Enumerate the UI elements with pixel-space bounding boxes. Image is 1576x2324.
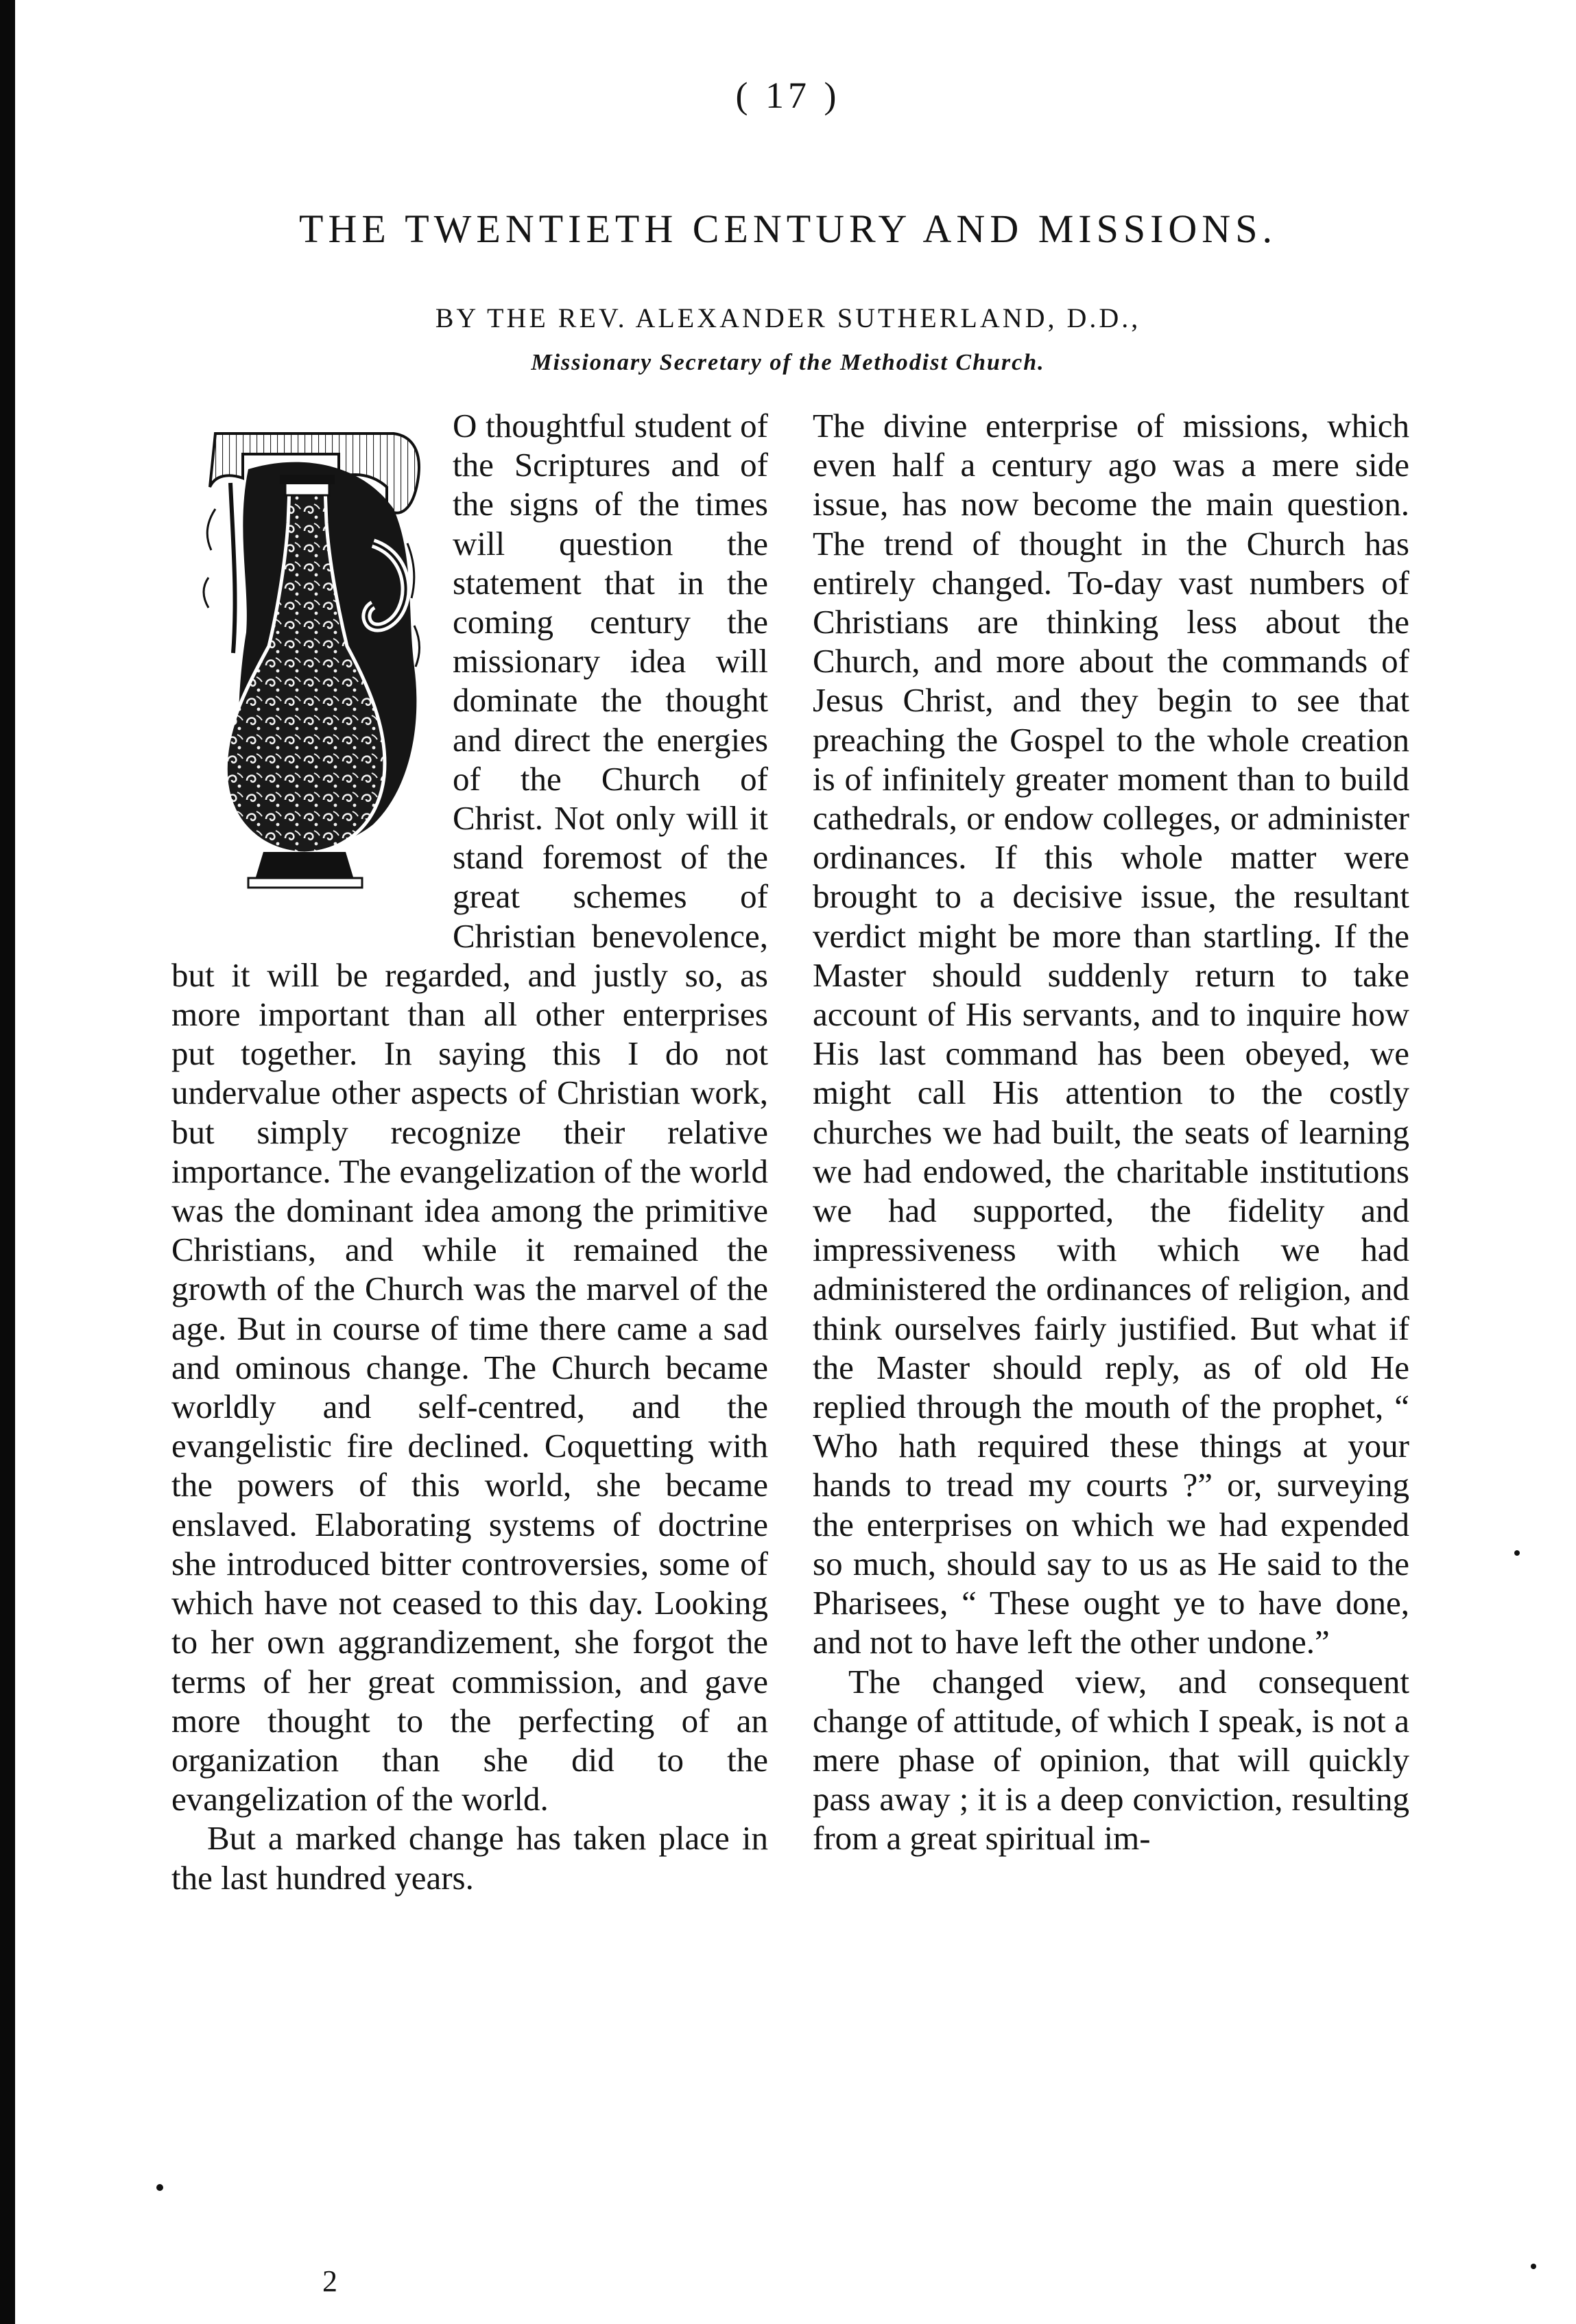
ink-speck	[1514, 1550, 1520, 1556]
author-byline: BY THE REV. ALEXANDER SUTHERLAND, D.D.,	[435, 303, 1141, 333]
signature-mark: 2	[322, 2264, 337, 2298]
author-affiliation: Missionary Secretary of the Methodist Church.	[531, 350, 1045, 375]
left-column	[171, 406, 768, 1897]
left-paragraph-1: O thoughtful student of the Scriptures and of the signs of the times will question the statement that in the coming century the missionary idea will dominate the thought and direct the energies of the Church of Christ. Not only will it stand foremost of the great schemes of Christian benevolence, but it will be regarded, and justly so, as more important than all other enterprises put together. In saying this I do not undervalue other aspects of Christian work, but simply recognize their relative importance. The evangelization of the world was the dominant idea among the primitive Christians, and while it remained the growth of the Church was the marvel of the age. But in course of time there came a sad and ominous change. The Church became worldly and self-centred, and the evangelistic fire declined. Coquetting with the powers of this world, she became enslaved. Elaborating systems of doctrine she introduced bitter controversies, some of which have not ceased to this day. Looking to her own aggrandizement, she forgot the terms of her great commission, and gave more thought to the perfecting of an organization than she did to the evangelization of the world.	[171, 407, 768, 1818]
right-paragraph-2: The changed view, and consequent change of attitude, of which I speak, is not a mere phase of opinion, that will quickly pass away ; it is a deep conviction, resulting from a great spiritual im-	[813, 1662, 1409, 1858]
page-number: ( 17 )	[735, 75, 841, 116]
ink-speck	[1531, 2264, 1536, 2269]
ink-speck	[156, 2184, 163, 2191]
binding-edge	[0, 0, 15, 2324]
ornamental-vase-initial-icon	[167, 406, 435, 917]
article-title: THE TWENTIETH CENTURY AND MISSIONS.	[299, 206, 1277, 251]
right-column	[813, 406, 1409, 1858]
right-paragraph-1: The divine enterprise of missions, which even half a century ago was a mere side issue, has now become the main question. The trend of thought in the Church has entirely changed. To-day vast numbers of Christians are thinking less about the Church, and more about the commands of Jesus Christ, and they begin to see that preaching the Gospel to the whole creation is of infinitely greater moment than to build cathedrals, or endow colleges, or administer ordinances. If this whole matter were brought to a decisive issue, the resultant verdict might be more than startling. If the Master should suddenly return to take account of His servants, and to inquire how His last command has been obeyed, we might call His attention to the costly churches we had built, the seats of learning we had endowed, the charitable institutions we had supported, the fidelity and impressiveness with which we had administered the ordinances of religion, and think ourselves fairly justified. But what if the Master should reply, as of old He replied through the mouth of the prophet, “ Who hath required these things at your hands to tread my courts ?” or, surveying the enterprises on which we had expended so much, should say to us as He said to the Pharisees, “ These ought ye to have done, and not to have left the other undone.”	[813, 407, 1409, 1661]
left-paragraph-2: But a marked change has taken place in the last hundred years.	[171, 1819, 768, 1897]
